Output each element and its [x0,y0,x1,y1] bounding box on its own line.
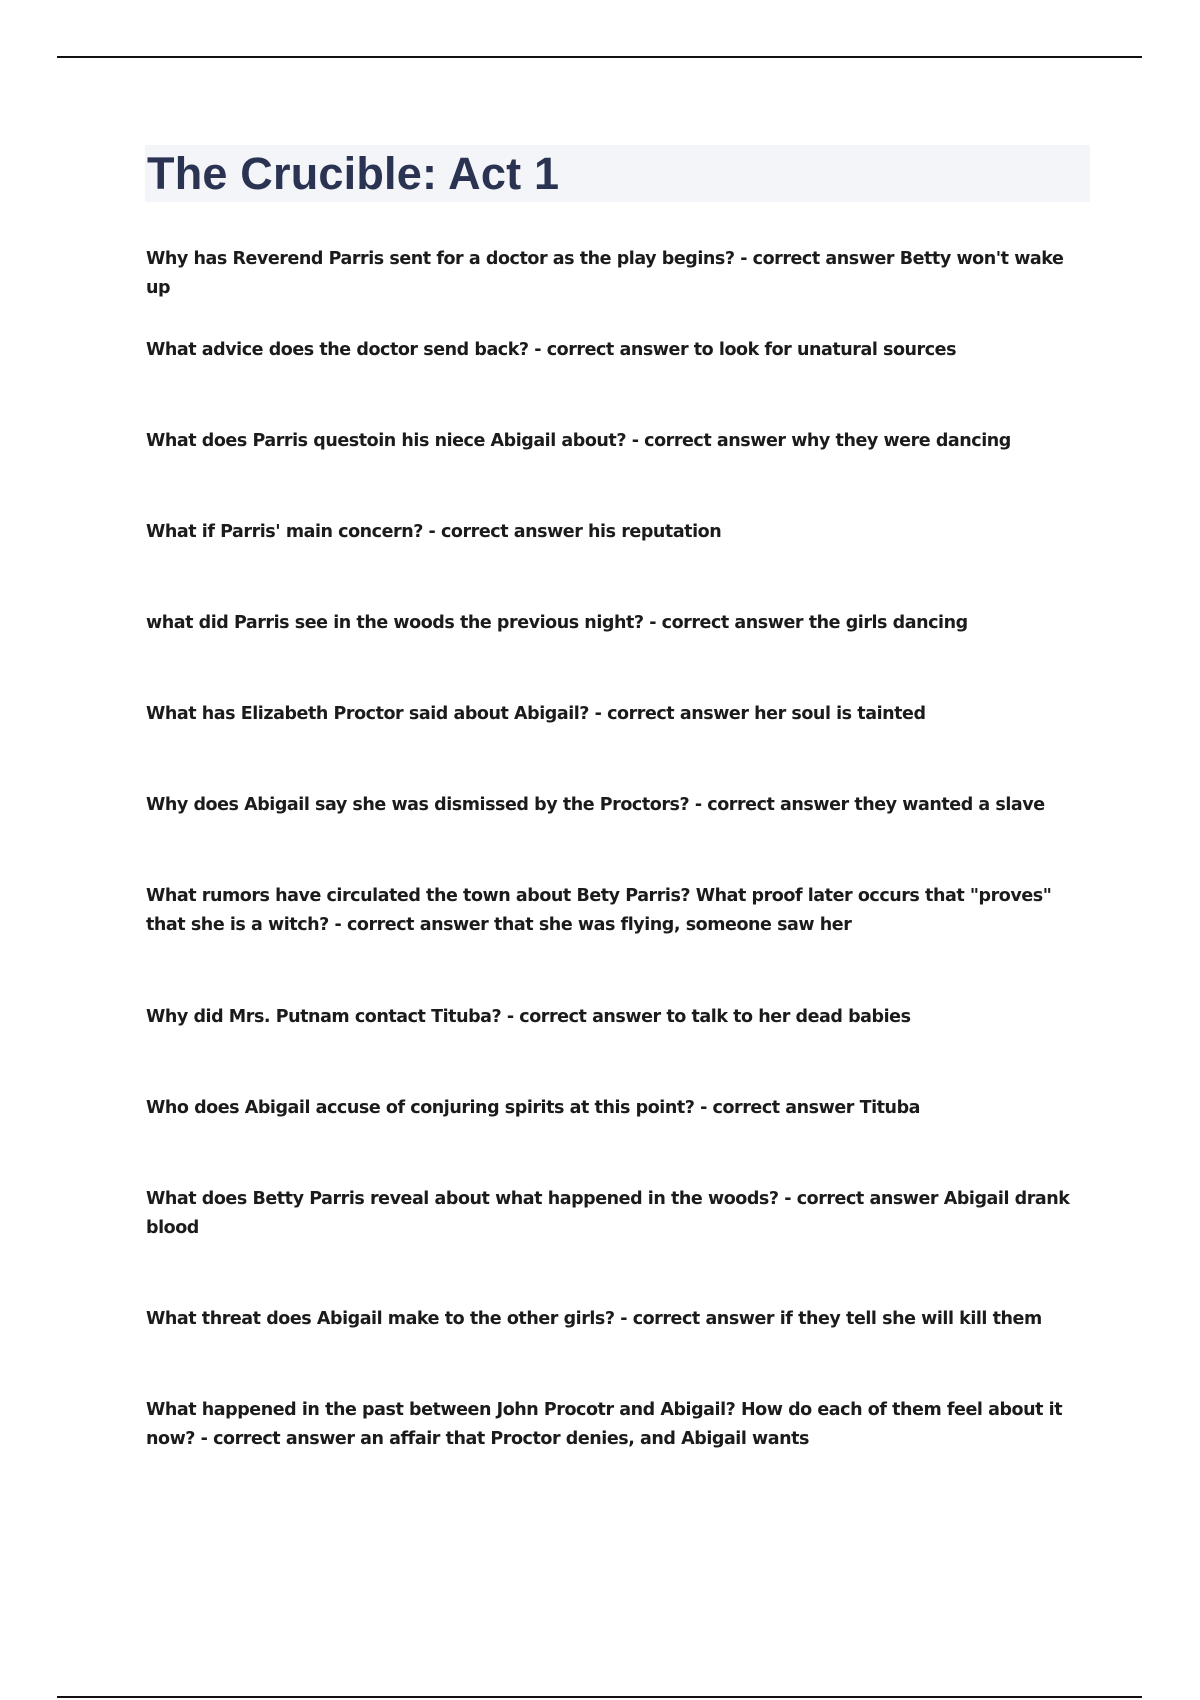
qa-item-13: What happened in the past between John Procotr and Abigail? How do each of them feel about it now? - correct answer an affair that Proctor denies, and Abigail wants [146,1400,1063,1449]
qa-item-1: Why has Reverend Parris sent for a doctor as the play begins? - correct answer Betty won't wake up [146,249,1064,298]
qa-item-12: What threat does Abigail make to the other girls? - correct answer if they tell she will kill them [146,1309,1042,1329]
qa-item-3: What does Parris questoin his niece Abigail about? - correct answer why they were dancing [146,431,1011,451]
qa-item-9: Why did Mrs. Putnam contact Tituba? - correct answer to talk to her dead babies [146,1007,911,1027]
page-title: The Crucible: Act 1 [147,148,560,199]
qa-item-5: what did Parris see in the woods the previous night? - correct answer the girls dancing [146,613,968,633]
qa-item-8: What rumors have circulated the town about Bety Parris? What proof later occurs that "proves" that she is a witch? - correct answer that she was flying, someone saw her [146,886,1052,935]
top-rule [57,56,1142,58]
qa-item-11: What does Betty Parris reveal about what happened in the woods? - correct answer Abigail drank blood [146,1189,1070,1238]
qa-item-7: Why does Abigail say she was dismissed by the Proctors? - correct answer they wanted a slave [146,795,1045,815]
qa-item-10: Who does Abigail accuse of conjuring spirits at this point? - correct answer Tituba [146,1098,920,1118]
qa-item-6: What has Elizabeth Proctor said about Abigail? - correct answer her soul is tainted [146,704,926,724]
qa-item-4: What if Parris' main concern? - correct answer his reputation [146,522,722,542]
qa-item-2: What advice does the doctor send back? - correct answer to look for unatural sources [146,340,957,360]
bottom-rule [57,1696,1142,1698]
